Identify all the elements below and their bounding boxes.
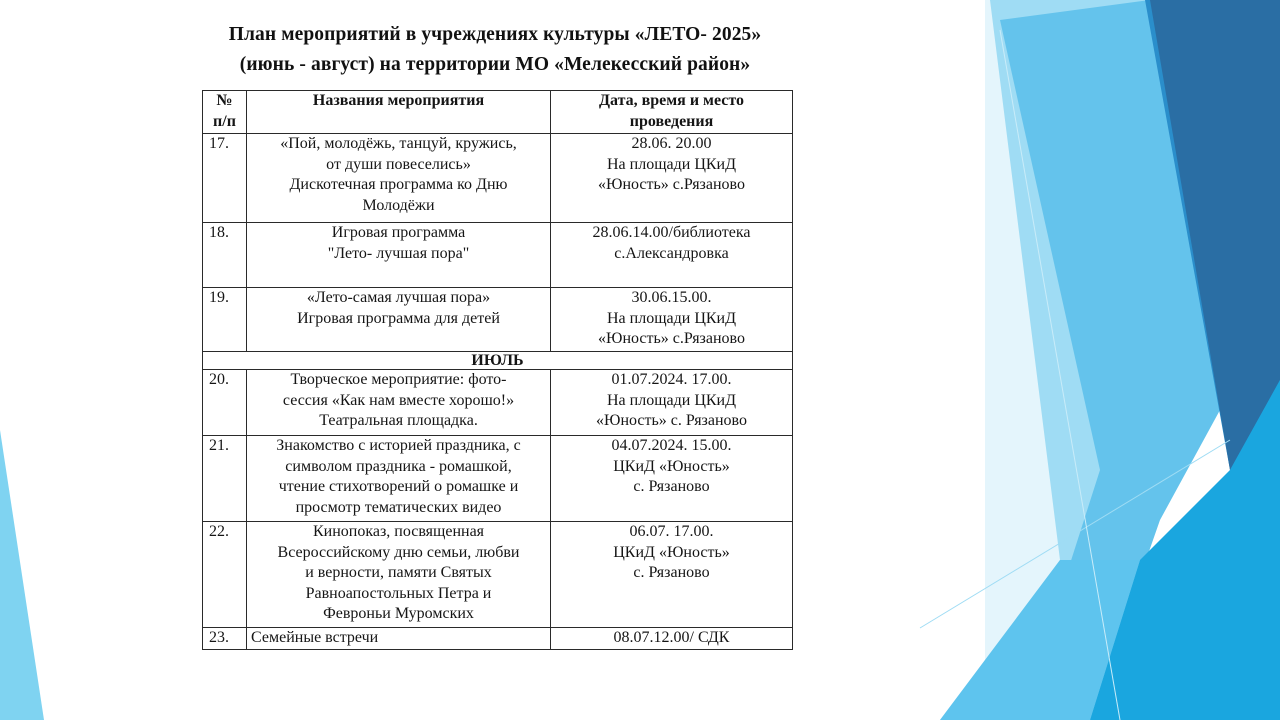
- row-date-place: 01.07.2024. 17.00. На площади ЦКиД «Юность» с. Рязаново: [551, 370, 793, 436]
- row-date-place: 08.07.12.00/ СДК: [551, 628, 793, 650]
- row-event-name: Игровая программа "Лето- лучшая пора": [247, 223, 551, 288]
- table-row: [203, 522, 793, 628]
- table-row: [203, 628, 793, 650]
- row-number: 18.: [203, 223, 247, 288]
- row-number: 23.: [203, 628, 247, 650]
- row-number: 22.: [203, 522, 247, 628]
- row-event-name: «Пой, молодёжь, танцуй, кружись, от души повеселись» Дискотечная программа ко Дню Молодёжи: [247, 134, 551, 223]
- row-event-name: Кинопоказ, посвященная Всероссийскому дню семьи, любви и верности, памяти Святых Равноапостольных Петра и Февроньи Муромских: [247, 522, 551, 628]
- row-event-name: Семейные встречи: [247, 628, 551, 650]
- row-number: 20.: [203, 370, 247, 436]
- header-number: № п/п: [203, 91, 247, 134]
- events-table: [202, 90, 793, 650]
- row-event-name: «Лето-самая лучшая пора» Игровая программа для детей: [247, 288, 551, 352]
- row-date-place: 28.06. 20.00 На площади ЦКиД «Юность» с.Рязаново: [551, 134, 793, 223]
- month-row-july: [203, 352, 793, 370]
- table-row: [203, 370, 793, 436]
- table-row: [203, 288, 793, 352]
- row-date-place: 04.07.2024. 15.00. ЦКиД «Юность» с. Рязаново: [551, 436, 793, 522]
- header-date-place: Дата, время и место проведения: [551, 91, 793, 134]
- table-header-row: [203, 91, 793, 134]
- row-number: 17.: [203, 134, 247, 223]
- document-title-line-2: (июнь - август) на территории МО «Мелекесский район»: [239, 54, 751, 75]
- row-event-name: Знакомство с историей праздника, с символом праздника - ромашкой, чтение стихотворений о ромашке и просмотр тематических видео: [247, 436, 551, 522]
- table-row: [203, 223, 793, 288]
- row-date-place: 28.06.14.00/библиотека с.Александровка: [551, 223, 793, 288]
- row-date-place: 06.07. 17.00. ЦКиД «Юность» с. Рязаново: [551, 522, 793, 628]
- table-row: [203, 134, 793, 223]
- row-number: 19.: [203, 288, 247, 352]
- month-heading: ИЮЛЬ: [203, 352, 793, 370]
- row-date-place: 30.06.15.00. На площади ЦКиД «Юность» с.Рязаново: [551, 288, 793, 352]
- left-edge-shape: [0, 430, 44, 720]
- table-row: [203, 436, 793, 522]
- header-event-name: Названия мероприятия: [247, 91, 551, 134]
- row-event-name: Творческое мероприятие: фото- сессия «Как нам вместе хорошо!» Театральная площадка.: [247, 370, 551, 436]
- document-title-line-1: План мероприятий в учреждениях культуры «ЛЕТО- 2025»: [228, 24, 762, 45]
- row-number: 21.: [203, 436, 247, 522]
